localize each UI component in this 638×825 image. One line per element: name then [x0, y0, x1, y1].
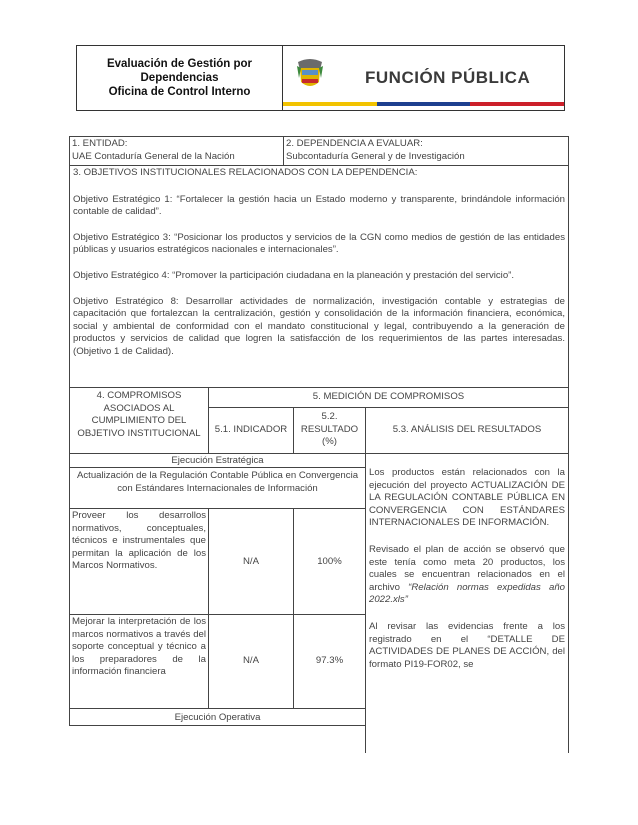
table-row-1-result: 100% [293, 508, 366, 615]
entity-value: UAE Contaduría General de la Nación [72, 150, 235, 162]
analysis-header: 5.3. ANÁLISIS DEL RESULTADOS [365, 407, 569, 454]
objective-8: Objetivo Estratégico 8: Desarrollar actividades de normalización, investigación contable y estrategias de capacitación que fortalezcan la centralización, gestión y consolidación de la información financiera, económica, social y ambiental de conformidad con el mandato constitucional y legal, contribuyendo a la generación de productos y servicios de calidad que logren la satisfacción de los requerimientos de las partes interesadas. (Objetivo 1 de Calidad). [73, 295, 565, 357]
document-header [76, 45, 565, 111]
header-title-block [77, 46, 283, 110]
table-row-1-indicator: N/A [208, 508, 294, 615]
dependency-cell [283, 136, 569, 166]
group-row-operational: Ejecución Operativa [69, 708, 366, 726]
analysis-paragraph-2: Revisado el plan de acción se observó que este tenía como meta 20 productos, los cuales se encuentran relacionados en el archivo “Relación normas expedidas año 2022.xls” [369, 543, 566, 606]
result-header: 5.2. RESULTADO (%) [293, 407, 366, 454]
dependency-label: 2. DEPENDENCIA A EVALUAR: [286, 138, 423, 149]
analysis-cell [365, 453, 569, 753]
brand-wordmark: FUNCIÓN PÚBLICA [365, 68, 531, 87]
group-row-strategic: Ejecución Estratégica [69, 453, 366, 468]
entity-cell [69, 136, 284, 166]
objectives-section [69, 165, 569, 388]
flag-stripe [283, 102, 564, 106]
header-title-line-2: Dependencias [140, 72, 219, 84]
analysis-paragraph-1: Los productos están relacionados con la ejecución del proyecto ACTUALIZACIÓN DE LA REGULACIÓN CONTABLE PÚBLICA EN CONVERGENCIA CON ESTÁNDARES INTERNACIONALES DE INFORMACIÓN. [369, 467, 565, 529]
objectives-heading: 3. OBJETIVOS INSTITUCIONALES RELACIONADOS CON LA DEPENDENCIA: [73, 167, 418, 178]
entity-label: 1. ENTIDAD: [72, 138, 128, 149]
objective-4: Objetivo Estratégico 4: “Promover la participación ciudadana en la planeación y prestación del servicio”. [73, 269, 515, 281]
analysis-paragraph-3: Al revisar las evidencias frente a los registrado en el “DETALLE DE ACTIVIDADES DE PLANES DE ACCIÓN, del formato PI19-FOR02, se [369, 620, 565, 670]
indicator-header: 5.1. INDICADOR [208, 407, 294, 454]
header-logo-block [283, 46, 564, 110]
measurement-header: 5. MEDICIÓN DE COMPROMISOS [208, 387, 569, 408]
dependency-value: Subcontaduría General y de Investigación [286, 150, 465, 162]
header-title-line-1: Evaluación de Gestión por [106, 58, 253, 70]
table-row-2-indicator: N/A [208, 614, 294, 709]
table-row-2-result: 97.3% [293, 614, 366, 709]
subgroup-row-regulation: Actualización de la Regulación Contable Pública en Convergencia con Estándares Internacionales de Información [69, 467, 366, 509]
commitments-header: 4. COMPROMISOS ASOCIADOS AL CUMPLIMIENTO DEL OBJETIVO INSTITUCIONAL [69, 387, 209, 454]
header-title-line-3: Oficina de Control Interno [108, 86, 251, 98]
colombia-coat-of-arms-icon [295, 56, 325, 92]
table-row-1-commitment: Proveer los desarrollos normativos, conceptuales, técnicos e instrumentales que permitan la aplicación de los Marcos Normativos. [69, 508, 209, 615]
objective-1: Objetivo Estratégico 1: “Fortalecer la gestión hacia un Estado moderno y transparente, brindándole información contable de calidad”. [73, 193, 565, 218]
objective-3: Objetivo Estratégico 3: “Posicionar los productos y servicios de la CGN como medios de gestión de las entidades públicas y usuarios estratégicos nacionales e internacionales”. [73, 231, 565, 256]
table-row-2-commitment: Mejorar la interpretación de los marcos normativos a través del soporte conceptual y técnico a los preparadores de la información financiera [69, 614, 209, 709]
